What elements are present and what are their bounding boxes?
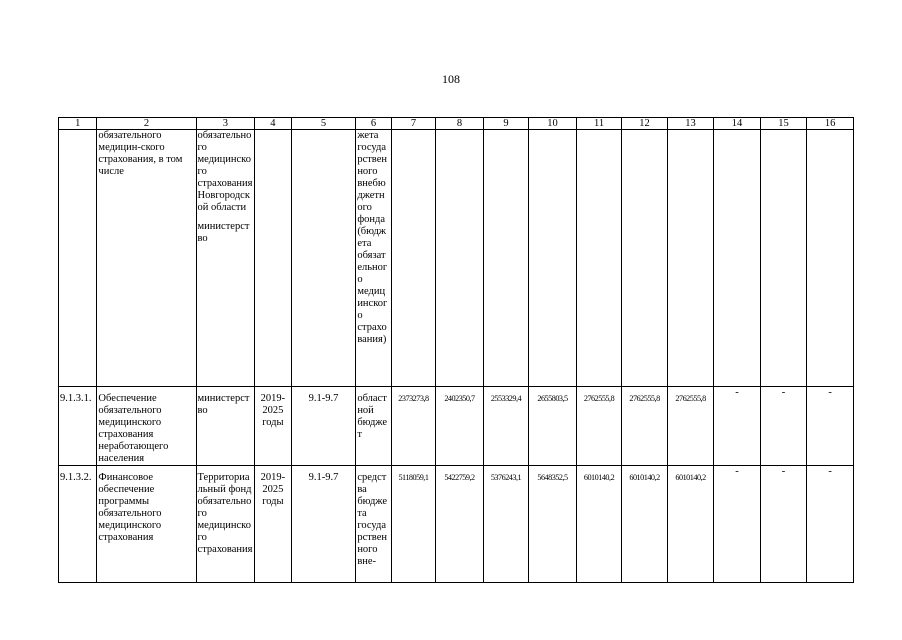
col-header: 4 [255, 118, 291, 130]
col-header: 3 [196, 118, 255, 130]
extra-cell: - [807, 466, 854, 583]
row-period: 2019-2025 годы [255, 387, 291, 466]
value-cell: 2553329,4 [483, 387, 529, 466]
extra-cell: - [760, 466, 807, 583]
col-header: 12 [622, 118, 668, 130]
value-cell: 2762555,8 [667, 387, 714, 466]
table-row [59, 387, 854, 466]
col-header: 15 [760, 118, 807, 130]
row-indicators: 9.1-9.7 [291, 466, 356, 583]
extra-cell [760, 130, 807, 387]
executor-line: обязательного медицинского страхования Новгородской области [197, 130, 253, 213]
value-cell: 5118059,1 [391, 466, 436, 583]
value-cell: 5422759,2 [436, 466, 484, 583]
row-name: Финансовое обеспечение программы обязательного медицинского страхования [97, 466, 196, 583]
extra-cell [714, 130, 761, 387]
table-row [59, 130, 854, 387]
extra-cell: - [760, 387, 807, 466]
row-period: 2019-2025 годы [255, 466, 291, 583]
col-header: 7 [391, 118, 436, 130]
col-header: 1 [59, 118, 97, 130]
value-cell: 6010140,2 [576, 466, 622, 583]
col-header: 2 [97, 118, 196, 130]
col-header: 13 [667, 118, 714, 130]
page-number: 108 [442, 72, 460, 86]
value-cell: 6010140,2 [622, 466, 668, 583]
row-indicators: 9.1-9.7 [291, 387, 356, 466]
row-executor [196, 466, 255, 583]
value-cell [667, 130, 714, 387]
value-cell [436, 130, 484, 387]
value-cell [622, 130, 668, 387]
value-cell: 2402350,7 [436, 387, 484, 466]
col-header: 9 [483, 118, 529, 130]
table-row [59, 466, 854, 583]
row-period [255, 130, 291, 387]
value-cell: 2762555,8 [622, 387, 668, 466]
value-cell: 6010140,2 [667, 466, 714, 583]
extra-cell: - [714, 387, 761, 466]
program-table [58, 117, 854, 583]
value-cell: 5376243,1 [483, 466, 529, 583]
value-cell: 2655803,5 [529, 387, 577, 466]
col-header: 10 [529, 118, 577, 130]
value-cell [391, 130, 436, 387]
row-executor [196, 387, 255, 466]
col-header: 14 [714, 118, 761, 130]
col-header: 6 [356, 118, 391, 130]
value-cell [483, 130, 529, 387]
row-number: 9.1.3.1. [59, 387, 97, 466]
executor-line-2: министерство [197, 221, 250, 244]
row-number: 9.1.3.2. [59, 466, 97, 583]
value-cell: 2762555,8 [576, 387, 622, 466]
col-header: 5 [291, 118, 356, 130]
header-row [59, 118, 854, 130]
row-name: обязательного медицин-ского страхования, в том числе [97, 130, 196, 387]
row-source: жета государственного внебюджетного фонда (бюджета обязательного медицинского страхования) [356, 130, 391, 387]
row-source: средства бюджета государственного вне- [356, 466, 391, 583]
row-number [59, 130, 97, 387]
value-cell [576, 130, 622, 387]
extra-cell [807, 130, 854, 387]
executor-line: министерство [197, 393, 250, 416]
value-cell: 2373273,8 [391, 387, 436, 466]
row-name: Обеспечение обязательного медицинского страхования неработающего населения [97, 387, 196, 466]
executor-line: Территориальный фонд обязательного медицинского страхования [197, 472, 253, 555]
value-cell: 5648352,5 [529, 466, 577, 583]
col-header: 16 [807, 118, 854, 130]
col-header: 8 [436, 118, 484, 130]
row-indicators [291, 130, 356, 387]
extra-cell: - [807, 387, 854, 466]
extra-cell: - [714, 466, 761, 583]
value-cell [529, 130, 577, 387]
row-source: областной бюджет [356, 387, 391, 466]
col-header: 11 [576, 118, 622, 130]
row-executor [196, 130, 255, 387]
